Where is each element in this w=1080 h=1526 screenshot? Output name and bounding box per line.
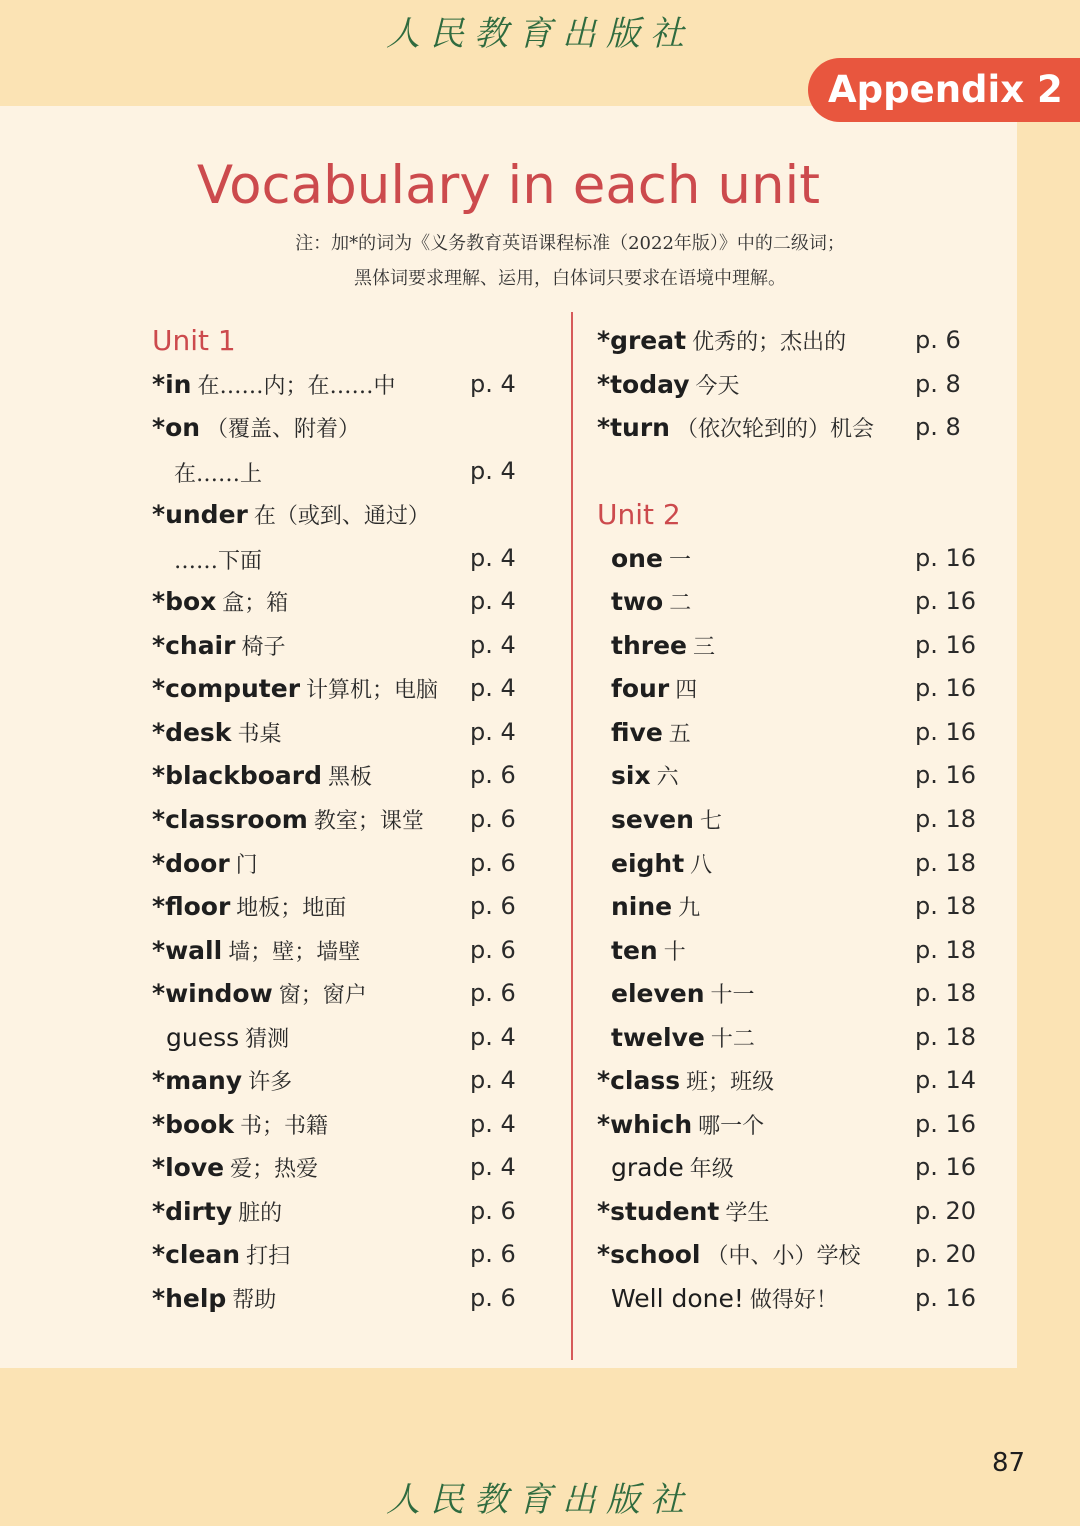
note-line-2: 黑体词要求理解、运用，白体词只要求在语境中理解。 <box>354 268 786 289</box>
vocab-page-ref: p. 4 <box>470 1022 516 1051</box>
vocab-meaning: 二 <box>669 591 692 617</box>
vocab-meaning: 四 <box>675 678 698 704</box>
vocab-word: *in <box>152 369 192 399</box>
vocab-entry <box>611 978 755 1009</box>
vocab-entry <box>597 1109 764 1140</box>
vocab-entry <box>152 630 285 661</box>
vocab-meaning: 猜测 <box>245 1026 290 1052</box>
vocab-page-ref: p. 18 <box>915 935 977 964</box>
vocab-entry <box>611 1283 838 1314</box>
vocab-page-ref: p. 4 <box>470 674 516 703</box>
vocab-row <box>152 1234 542 1278</box>
vocab-meaning: 十 <box>663 939 686 965</box>
vocab-page-ref: p. 16 <box>915 717 977 746</box>
vocab-entry <box>611 760 679 791</box>
vocab-word: *student <box>597 1196 720 1226</box>
vocab-row <box>597 843 987 887</box>
vocab-word: *school <box>597 1240 701 1270</box>
vocab-meaning: 书；书籍 <box>239 1113 328 1139</box>
vocab-entry <box>152 848 258 879</box>
vocab-row <box>597 712 987 756</box>
vocab-meaning: 十二 <box>710 1026 755 1052</box>
vocab-word: *door <box>152 848 230 878</box>
vocab-meaning: 书桌 <box>237 721 282 747</box>
vocab-page-ref: p. 4 <box>470 1109 516 1138</box>
vocab-entry <box>597 325 846 356</box>
vocab-page-ref: p. 8 <box>915 413 961 442</box>
vocab-meaning: 七 <box>699 809 722 835</box>
vocab-word: grade <box>611 1153 684 1183</box>
vocab-row <box>152 625 542 669</box>
vocab-meaning: 窗；窗户 <box>278 983 367 1009</box>
vocab-page-ref: p. 16 <box>915 630 977 659</box>
page-title: Vocabulary in each unit <box>196 155 821 216</box>
right-vocab-column <box>597 320 987 1322</box>
vocab-row <box>152 799 542 843</box>
vocab-page-ref: p. 18 <box>915 1022 977 1051</box>
vocab-entry <box>611 586 691 617</box>
vocab-continuation-row <box>152 538 542 582</box>
vocab-page-ref: p. 18 <box>915 805 977 834</box>
vocab-word: one <box>611 543 663 573</box>
vocab-row <box>152 668 542 712</box>
vocab-meaning: 计算机；电脑 <box>306 678 439 704</box>
vocab-word: *love <box>152 1153 225 1183</box>
vocab-page-ref: p. 6 <box>470 848 516 877</box>
vocab-page-ref: p. 6 <box>915 326 961 354</box>
unit-heading: Unit 1 <box>152 324 236 357</box>
column-divider <box>571 312 573 1360</box>
vocab-entry <box>611 848 712 879</box>
vocab-word: *today <box>597 369 690 399</box>
vocab-entry <box>166 1022 289 1053</box>
vocab-meaning: （依次轮到的）机会 <box>675 417 874 443</box>
vocab-entry <box>152 1196 282 1227</box>
vocab-entry <box>597 412 874 443</box>
vocab-word: *blackboard <box>152 761 323 791</box>
vocab-page-ref: p. 6 <box>470 979 516 1008</box>
vocab-word: two <box>611 587 664 617</box>
vocab-meaning: 盒；箱 <box>222 591 289 617</box>
vocab-row <box>597 538 987 582</box>
vocab-page-ref: p. 6 <box>470 761 516 790</box>
vocab-meaning: 在（或到、通过） <box>253 504 430 530</box>
vocab-entry <box>152 586 288 617</box>
vocab-meaning: 学生 <box>725 1200 770 1226</box>
vocab-row <box>597 1104 987 1148</box>
vocab-page-ref: p. 14 <box>915 1066 977 1095</box>
vocab-entry <box>152 717 281 748</box>
vocab-row <box>152 973 542 1017</box>
vocab-entry <box>597 1065 774 1096</box>
vocab-page-ref: p. 4 <box>470 1153 516 1182</box>
vocab-meaning: 五 <box>668 721 691 747</box>
vocab-word: *on <box>152 413 201 443</box>
vocab-word: *under <box>152 500 248 530</box>
vocab-entry <box>611 1022 755 1053</box>
vocab-row <box>597 755 987 799</box>
vocab-row <box>152 930 542 974</box>
vocab-row <box>152 581 542 625</box>
vocab-page-ref: p. 4 <box>470 1066 516 1095</box>
vocab-meaning: 班；班级 <box>686 1070 775 1096</box>
vocab-page-ref: p. 16 <box>915 543 977 572</box>
vocab-row <box>597 1278 987 1322</box>
vocab-page-ref: p. 6 <box>470 1196 516 1225</box>
vocab-meaning: 许多 <box>248 1070 293 1096</box>
vocab-row <box>597 886 987 930</box>
vocab-meaning: 地板；地面 <box>236 896 347 922</box>
vocab-meaning: 六 <box>656 765 679 791</box>
vocab-meaning: 墙；壁；墙壁 <box>228 939 361 965</box>
vocab-meaning: 脏的 <box>238 1200 283 1226</box>
vocab-meaning: 黑板 <box>328 765 373 791</box>
vocab-row <box>152 1104 542 1148</box>
vocab-row <box>597 1234 987 1278</box>
vocab-page-ref: p. 16 <box>915 1153 977 1182</box>
vocab-entry <box>597 369 740 400</box>
vocab-page-ref: p. 6 <box>470 1240 516 1269</box>
vocab-row <box>597 625 987 669</box>
vocab-word: eight <box>611 848 685 878</box>
vocab-row <box>597 1191 987 1235</box>
vocab-word: *box <box>152 587 217 617</box>
vocab-entry <box>152 891 346 922</box>
vocab-row <box>152 364 542 408</box>
vocab-word: *desk <box>152 717 232 747</box>
vocab-row <box>597 930 987 974</box>
spacer-row <box>597 451 987 495</box>
vocab-row <box>152 407 542 451</box>
vocab-meaning: 打扫 <box>246 1244 291 1270</box>
vocab-word: seven <box>611 805 694 835</box>
vocab-page-ref: p. 4 <box>470 630 516 659</box>
appendix-badge: Appendix 2 <box>808 58 1080 122</box>
vocab-entry <box>611 543 691 574</box>
vocab-entry <box>152 978 367 1009</box>
vocab-continuation-row <box>152 451 542 495</box>
unit-heading-row <box>152 320 542 364</box>
vocab-meaning: 教室；课堂 <box>313 809 424 835</box>
vocab-page-ref: p. 6 <box>470 805 516 834</box>
vocab-page-ref: p. 16 <box>915 587 977 616</box>
vocab-meaning: 门 <box>235 852 258 878</box>
vocab-word: twelve <box>611 1022 705 1052</box>
vocab-meaning: 年级 <box>689 1157 734 1183</box>
vocab-entry <box>152 1109 328 1140</box>
vocab-word: *which <box>597 1109 693 1139</box>
vocab-entry <box>611 935 686 966</box>
vocab-entry <box>152 673 438 704</box>
vocab-word: *clean <box>152 1240 241 1270</box>
vocab-entry <box>152 935 360 966</box>
vocab-word: *floor <box>152 892 231 922</box>
vocab-entry <box>152 369 395 400</box>
vocab-meaning: 椅子 <box>241 634 286 660</box>
vocab-meaning: 帮助 <box>232 1288 277 1314</box>
vocab-row <box>152 494 542 538</box>
vocab-meaning: 做得好！ <box>749 1288 838 1314</box>
vocab-page-ref: p. 16 <box>915 1109 977 1138</box>
vocab-entry <box>611 673 697 704</box>
vocab-row <box>597 407 987 451</box>
vocab-entry <box>611 1152 734 1183</box>
vocab-word: guess <box>166 1022 240 1052</box>
vocab-word: *wall <box>152 935 223 965</box>
vocab-meaning-continued: ……下面 <box>174 548 263 574</box>
note-line-1: 注：加*的词为《义务教育英语课程标准（2022年版）》中的二级词； <box>295 233 845 254</box>
vocab-meaning-continued: 在……上 <box>174 461 263 487</box>
vocab-row <box>152 712 542 756</box>
vocab-meaning: 爱；热爱 <box>230 1157 319 1183</box>
vocab-word: four <box>611 674 670 704</box>
vocab-page-ref: p. 20 <box>915 1196 977 1225</box>
vocab-page-ref: p. 6 <box>470 935 516 964</box>
vocab-row <box>597 320 987 364</box>
vocab-row <box>152 1060 542 1104</box>
vocab-page-ref: p. 8 <box>915 369 961 398</box>
vocab-word: five <box>611 717 663 747</box>
vocab-page-ref: p. 4 <box>470 587 516 616</box>
vocab-meaning: 八 <box>690 852 713 878</box>
vocab-page-ref: p. 6 <box>470 1284 516 1313</box>
vocab-page-ref: p. 4 <box>470 717 516 746</box>
vocab-word: *window <box>152 979 273 1009</box>
vocab-word: nine <box>611 892 673 922</box>
vocab-entry <box>611 804 722 835</box>
unit-heading: Unit 2 <box>597 498 681 532</box>
vocab-meaning: 哪一个 <box>698 1113 765 1139</box>
vocab-meaning: 今天 <box>695 373 740 399</box>
vocab-word: *dirty <box>152 1196 233 1226</box>
vocab-word: eleven <box>611 979 705 1009</box>
vocab-entry <box>597 1196 769 1227</box>
vocab-word: Well done! <box>611 1284 744 1314</box>
vocab-page-ref: p. 18 <box>915 979 977 1008</box>
vocab-row <box>597 799 987 843</box>
vocab-word: *turn <box>597 413 670 443</box>
vocab-entry <box>152 499 430 530</box>
vocab-row <box>152 843 542 887</box>
vocab-row <box>597 1017 987 1061</box>
vocab-word: *book <box>152 1109 234 1139</box>
vocab-row <box>152 886 542 930</box>
vocab-word: ten <box>611 935 658 965</box>
vocab-meaning: 十一 <box>710 983 755 1009</box>
vocab-entry <box>152 412 360 443</box>
vocab-word: *class <box>597 1066 681 1096</box>
vocab-row <box>152 1147 542 1191</box>
vocab-page-ref: p. 16 <box>915 674 977 703</box>
vocab-entry <box>152 804 424 835</box>
publisher-logo-top: 人民教育出版社 <box>386 14 694 54</box>
vocab-entry <box>152 760 372 791</box>
vocab-entry <box>611 717 691 748</box>
vocab-page-ref: p. 18 <box>915 892 977 921</box>
unit-heading-row <box>597 494 987 538</box>
vocab-meaning: （中、小）学校 <box>706 1244 861 1270</box>
vocab-entry <box>152 1152 318 1183</box>
vocab-word: *help <box>152 1284 227 1314</box>
vocab-word: *great <box>597 326 687 355</box>
vocab-meaning: （覆盖、附着） <box>206 417 361 443</box>
vocab-row <box>597 1147 987 1191</box>
vocab-page-ref: p. 4 <box>470 543 516 572</box>
vocab-entry <box>597 1239 861 1270</box>
vocab-row <box>152 755 542 799</box>
vocab-entry <box>152 1239 290 1270</box>
vocab-meaning: 九 <box>678 896 701 922</box>
vocab-meaning: 优秀的；杰出的 <box>692 330 847 355</box>
vocab-entry <box>611 630 715 661</box>
vocab-word: *many <box>152 1066 243 1096</box>
vocab-row <box>152 1191 542 1235</box>
vocab-word: *classroom <box>152 805 308 835</box>
vocab-word: three <box>611 630 687 660</box>
vocab-entry <box>152 1283 276 1314</box>
vocab-meaning: 一 <box>668 547 691 573</box>
vocab-page-ref: p. 18 <box>915 848 977 877</box>
vocab-page-ref: p. 16 <box>915 1284 977 1313</box>
vocab-row <box>597 364 987 408</box>
vocab-meaning: 在……内；在……中 <box>197 373 396 399</box>
vocab-page-ref: p. 4 <box>470 456 516 485</box>
vocab-page-ref: p. 20 <box>915 1240 977 1269</box>
vocab-entry <box>611 891 700 922</box>
vocab-row <box>597 973 987 1017</box>
vocab-word: *computer <box>152 674 301 704</box>
vocab-page-ref: p. 4 <box>470 369 516 398</box>
vocab-row <box>152 1017 542 1061</box>
vocab-page-ref: p. 16 <box>915 761 977 790</box>
publisher-logo-bottom: 人民教育出版社 <box>386 1480 694 1520</box>
vocab-meaning: 三 <box>693 634 716 660</box>
vocab-page-ref: p. 6 <box>470 892 516 921</box>
vocab-row <box>152 1278 542 1322</box>
left-vocab-column <box>152 320 542 1322</box>
page-number: 87 <box>992 1448 1026 1478</box>
vocab-word: six <box>611 761 651 791</box>
vocab-row <box>597 1060 987 1104</box>
vocab-word: *chair <box>152 630 236 660</box>
vocab-row <box>597 668 987 712</box>
vocab-entry <box>152 1065 292 1096</box>
vocab-row <box>597 581 987 625</box>
